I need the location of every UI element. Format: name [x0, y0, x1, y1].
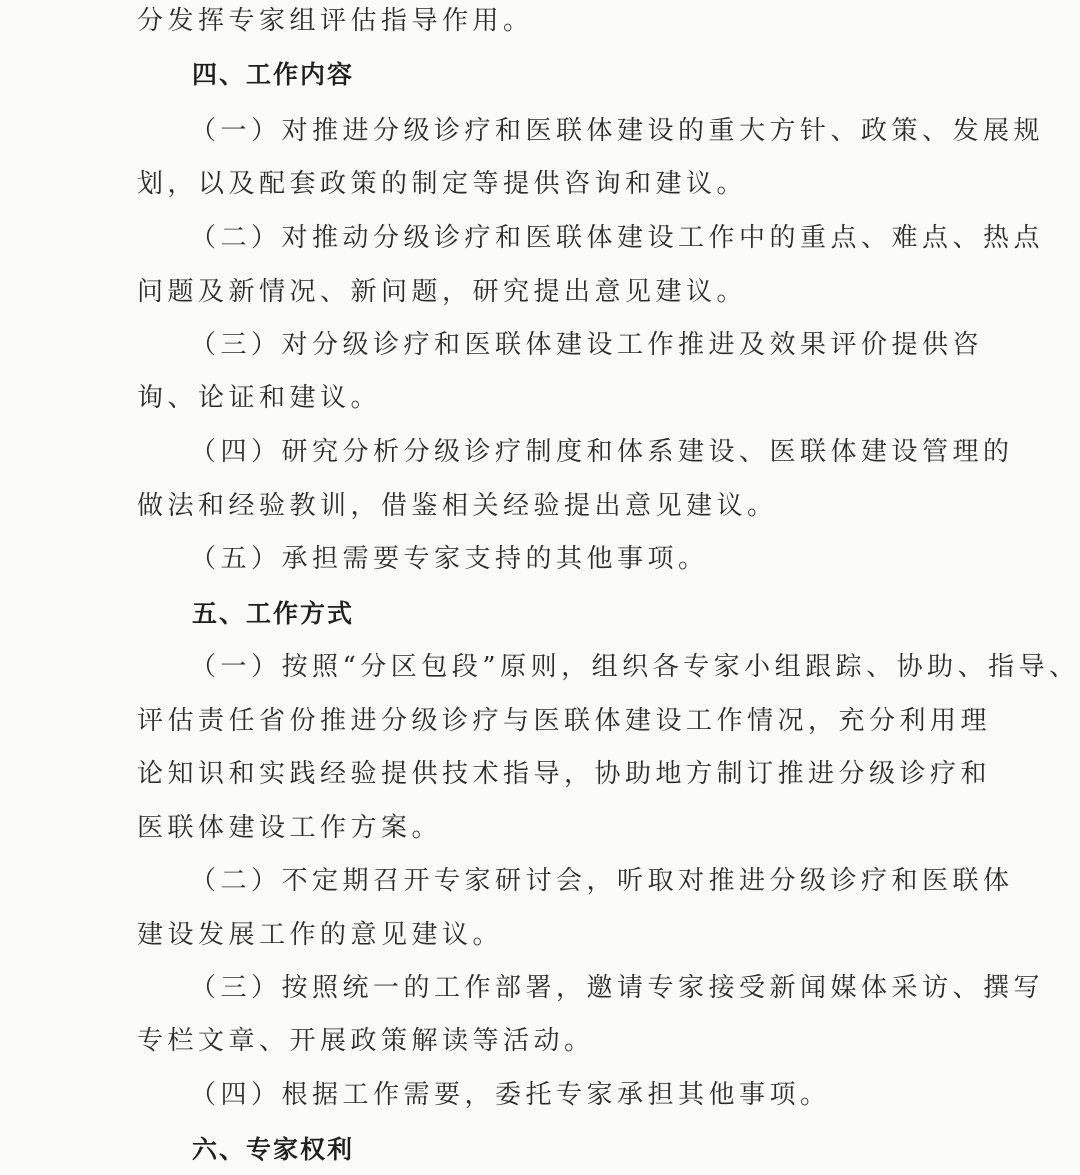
section-5-item-2-line-1: （二）不定期召开专家研讨会，听取对推进分级诊疗和医联体 [190, 866, 1014, 896]
section-5-item-4-line-1: （四）根据工作需要，委托专家承担其他事项。 [190, 1080, 831, 1110]
section-4-item-3-line-1: （三）对分级诊疗和医联体建设工作推进及效果评价提供咨 [190, 330, 984, 360]
section-5-item-3-line-1: （三）按照统一的工作部署，邀请专家接受新闻媒体采访、撰写 [190, 973, 1045, 1003]
section-5-item-1-line-3: 论知识和实践经验提供技术指导，协助地方制订推进分级诊疗和 [137, 759, 992, 789]
section-5-heading: 五、工作方式 [192, 599, 355, 628]
section-4-item-1-line-1: （一）对推进分级诊疗和医联体建设的重大方针、政策、发展规 [190, 116, 1045, 146]
section-4-item-4-line-1: （四）研究分析分级诊疗制度和体系建设、医联体建设管理的 [190, 437, 1014, 467]
section-4-heading: 四、工作内容 [192, 60, 355, 89]
section-5-item-2-line-2: 建设发展工作的意见建议。 [137, 920, 504, 950]
section-4-item-4-line-2: 做法和经验教训，借鉴相关经验提出意见建议。 [137, 491, 778, 521]
section-5-item-1-line-2: 评估责任省份推进分级诊疗与医联体建设工作情况，充分利用理 [137, 706, 992, 736]
section-5-item-1-line-1: （一）按照“分区包段”原则，组织各专家小组跟踪、协助、指导、 [190, 652, 1080, 682]
section-6-heading: 六、专家权利 [192, 1135, 355, 1164]
section-4-item-2-line-1: （二）对推动分级诊疗和医联体建设工作中的重点、难点、热点 [190, 223, 1045, 253]
section-5-item-1-line-4: 医联体建设工作方案。 [137, 813, 443, 843]
section-5-item-3-line-2: 专栏文章、开展政策解读等活动。 [137, 1026, 595, 1056]
section-4-item-3-line-2: 询、论证和建议。 [137, 383, 382, 413]
section-4-item-5-line-1: （五）承担需要专家支持的其他事项。 [190, 544, 709, 574]
section-4-item-2-line-2: 问题及新情况、新问题，研究提出意见建议。 [137, 277, 748, 307]
section-4-item-1-line-2: 划，以及配套政策的制定等提供咨询和建议。 [137, 169, 748, 199]
intro-tail-text: 分发挥专家组评估指导作用。 [137, 6, 534, 36]
